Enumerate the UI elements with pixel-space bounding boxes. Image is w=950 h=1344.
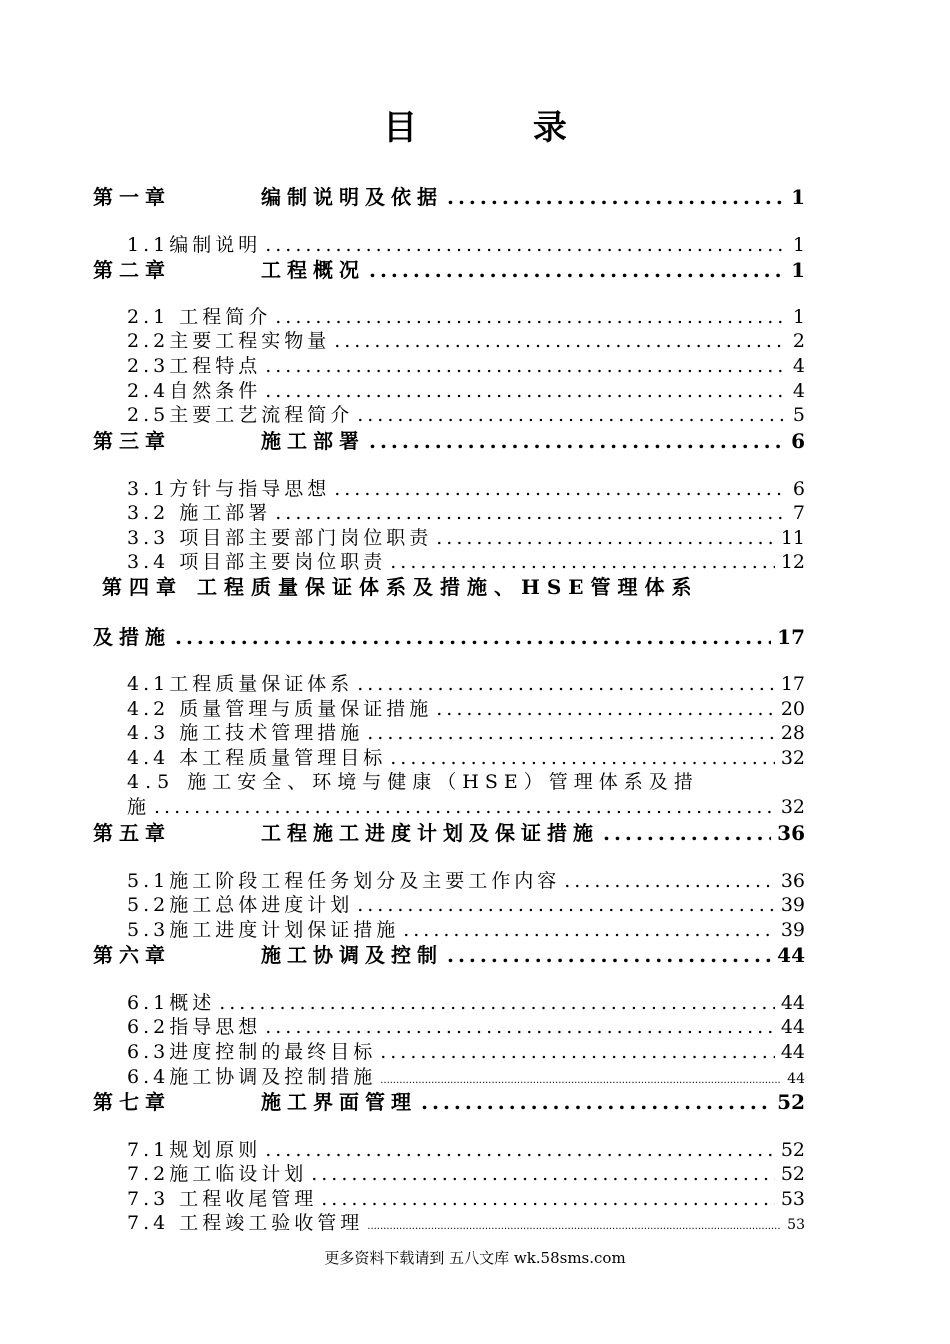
chapter-title: 编制说明及依据 (261, 185, 443, 209)
dot-leader (261, 1016, 775, 1038)
page-number: 17 (780, 673, 805, 695)
footer-note: 更多资料下载请到 五八文库 wk.58sms.com (324, 1249, 626, 1267)
dot-leader (432, 527, 775, 549)
page-number: 39 (780, 919, 805, 941)
toc-chapter-2[interactable] (93, 254, 805, 283)
page-number: 1 (791, 258, 805, 282)
dot-leader (386, 747, 775, 769)
section-title: 7.4 工程竣工验收管理 (127, 1212, 364, 1234)
section-title: 5.1施工阶段工程任务划分及主要工作内容 (127, 870, 561, 892)
section-title: 4.3 施工技术管理措施 (127, 722, 364, 744)
dot-leader (399, 919, 775, 941)
toc-section-2-4[interactable] (127, 376, 805, 403)
page-number: 11 (780, 527, 805, 549)
section-title: 1.1编制说明 (127, 234, 262, 256)
dot-leader (443, 185, 785, 209)
page-number: 7 (792, 502, 805, 524)
dot-leader (150, 796, 775, 818)
toc-section-3-4[interactable] (127, 547, 805, 574)
toc-section-7-1[interactable] (127, 1135, 805, 1162)
toc-chapter-6[interactable] (93, 939, 805, 968)
section-title: 2.5主要工艺流程简介 (127, 404, 354, 426)
section-title: 2.4自然条件 (127, 380, 262, 402)
page-number: 5 (792, 404, 805, 426)
chapter-title-continued: 及措施 (93, 625, 171, 649)
page-number: 4 (792, 380, 805, 402)
toc-section-4-5-line1[interactable]: 4.5 施工安全、环境与健康（HSE）管理体系及措 (127, 771, 699, 793)
toc-chapter-7[interactable] (93, 1086, 805, 1115)
toc-section-4-2[interactable] (127, 694, 805, 721)
dot-leader (215, 992, 775, 1014)
dot-leader (261, 234, 787, 256)
toc-section-2-3[interactable] (127, 351, 805, 378)
toc-section-7-4[interactable] (127, 1208, 805, 1235)
toc-section-5-1[interactable] (127, 866, 805, 893)
chapter-number: 第一章 (93, 185, 171, 209)
toc-section-6-4[interactable] (127, 1062, 805, 1089)
toc-section-6-1[interactable] (127, 988, 805, 1015)
page-number: 32 (780, 747, 805, 769)
dot-leader (376, 1041, 775, 1063)
toc-section-2-5[interactable] (127, 400, 805, 427)
section-title: 3.4 项目部主要岗位职责 (127, 551, 387, 573)
section-title: 7.1规划原则 (127, 1139, 262, 1161)
dot-leader (560, 870, 775, 892)
toc-section-7-3[interactable] (127, 1184, 805, 1211)
dot-leader (261, 355, 787, 377)
toc-chapter-3[interactable] (93, 425, 805, 454)
chapter-title: 工程概况 (261, 258, 365, 282)
page-number: 1 (792, 306, 805, 328)
dot-leader (417, 1090, 771, 1114)
page-number: 44 (780, 1016, 805, 1038)
chapter-number: 第五章 (93, 821, 171, 845)
dot-leader (271, 502, 787, 524)
section-title: 5.2施工总体进度计划 (127, 894, 354, 916)
page-number: 53 (780, 1188, 805, 1210)
dot-leader (386, 551, 775, 573)
page-number: 52 (777, 1090, 805, 1114)
dot-leader (376, 1075, 781, 1086)
page-number: 53 (787, 1217, 805, 1233)
page-number: 28 (780, 722, 805, 744)
chapter-number: 第七章 (93, 1090, 171, 1114)
section-title: 2.2主要工程实物量 (127, 330, 331, 352)
page-number: 12 (780, 551, 805, 573)
dot-leader (261, 380, 787, 402)
section-title: 3.2 施工部署 (127, 502, 272, 524)
page-number: 44 (787, 1071, 805, 1087)
chapter-title: 施工部署 (261, 429, 365, 453)
toc-section-4-4[interactable] (127, 743, 805, 770)
page-number: 39 (780, 894, 805, 916)
section-title: 2.1 工程简介 (127, 306, 272, 328)
section-title-continued: 施 (127, 796, 151, 818)
section-title: 6.1概述 (127, 992, 216, 1014)
section-title: 6.2指导思想 (127, 1016, 262, 1038)
section-title: 5.3施工进度计划保证措施 (127, 919, 400, 941)
dot-leader (307, 1163, 775, 1185)
section-title: 6.3进度控制的最终目标 (127, 1041, 377, 1063)
page-number: 1 (792, 234, 805, 256)
page-number: 36 (780, 870, 805, 892)
section-title: 2.3工程特点 (127, 355, 262, 377)
section-title: 4.4 本工程质量管理目标 (127, 747, 387, 769)
dot-leader (261, 1139, 775, 1161)
dot-leader (330, 478, 787, 500)
toc-section-7-2[interactable] (127, 1159, 805, 1186)
section-title: 4.1工程质量保证体系 (127, 673, 354, 695)
dot-leader (363, 722, 775, 744)
toc-section-4-5[interactable] (127, 792, 805, 819)
chapter-title: 施工界面管理 (261, 1090, 417, 1114)
dot-leader (432, 698, 775, 720)
chapter-number: 第二章 (93, 258, 171, 282)
toc-chapter-4[interactable] (93, 621, 805, 650)
page-number: 44 (780, 1041, 805, 1063)
dot-leader (317, 1188, 775, 1210)
page-number: 1 (791, 185, 805, 209)
section-title: 3.1方针与指导思想 (127, 478, 331, 500)
page-number: 32 (780, 796, 805, 818)
dot-leader (365, 258, 785, 282)
toc-section-6-2[interactable] (127, 1012, 805, 1039)
toc-section-1-1[interactable] (127, 230, 805, 257)
page-number: 36 (777, 821, 805, 845)
toc-section-4-1[interactable] (127, 669, 805, 696)
page-number: 6 (791, 429, 805, 453)
page-number: 44 (780, 992, 805, 1014)
section-title: 4.2 质量管理与质量保证措施 (127, 698, 433, 720)
page-number: 20 (780, 698, 805, 720)
dot-leader (330, 330, 787, 352)
dot-leader (353, 673, 775, 695)
section-title: 7.3 工程收尾管理 (127, 1188, 318, 1210)
page-title: 目 录 (383, 108, 619, 148)
page-number: 44 (777, 943, 805, 967)
page-number: 6 (792, 478, 805, 500)
dot-leader (271, 306, 787, 328)
section-title: 6.4施工协调及控制措施 (127, 1066, 377, 1088)
page-number: 4 (792, 355, 805, 377)
dot-leader (353, 894, 775, 916)
toc-chapter-4-line1[interactable]: 第四章 工程质量保证体系及措施、HSE管理体系 (102, 575, 699, 599)
section-title: 3.3 项目部主要部门岗位职责 (127, 527, 433, 549)
dot-leader (443, 943, 771, 967)
dot-leader (171, 625, 771, 649)
chapter-title: 施工协调及控制 (261, 943, 443, 967)
toc-section-3-3[interactable] (127, 523, 805, 550)
toc-section-6-3[interactable] (127, 1037, 805, 1064)
dot-leader (365, 429, 785, 453)
toc-section-3-2[interactable] (127, 498, 805, 525)
dot-leader (353, 404, 787, 426)
toc-chapter-1[interactable] (93, 181, 805, 210)
toc-section-2-2[interactable] (127, 326, 805, 353)
chapter-title: 工程施工进度计划及保证措施 (261, 821, 599, 845)
chapter-number: 第六章 (93, 943, 171, 967)
section-title: 7.2施工临设计划 (127, 1163, 308, 1185)
dot-leader (599, 821, 771, 845)
toc-section-5-2[interactable] (127, 890, 805, 917)
page-number: 52 (780, 1139, 805, 1161)
dot-leader (363, 1221, 781, 1232)
toc-section-3-1[interactable] (127, 474, 805, 501)
toc-section-5-3[interactable] (127, 915, 805, 942)
page-number: 2 (792, 330, 805, 352)
page-number: 17 (777, 625, 805, 649)
chapter-number: 第三章 (93, 429, 171, 453)
page-number: 52 (780, 1163, 805, 1185)
toc-section-2-1[interactable] (127, 302, 805, 329)
toc-section-4-3[interactable] (127, 718, 805, 745)
toc-chapter-5[interactable] (93, 817, 805, 846)
